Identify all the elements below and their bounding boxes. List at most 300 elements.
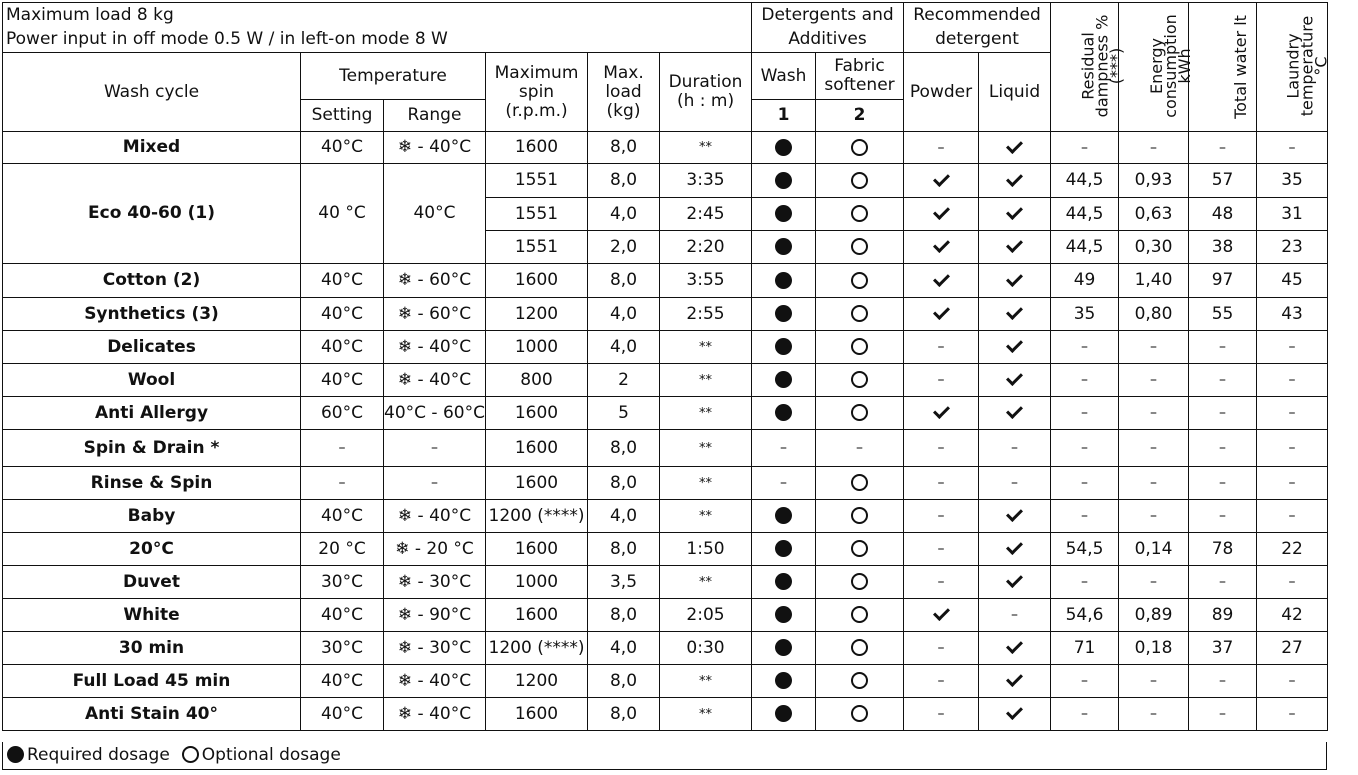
total-water-text: – [1219,440,1227,456]
max-spin [486,467,588,500]
wash-cycle-name [3,632,301,665]
total-water-text: – [1219,706,1227,722]
temperature-range-text: 40°C [413,203,456,223]
energy-consumption-text: 0,14 [1134,538,1173,559]
wash-cycle-name [3,698,301,731]
temperature-setting-text: 40 °C [318,203,366,223]
energy-consumption [1119,599,1189,632]
max-load-note: Maximum load 8 kg [3,3,752,28]
liquid-detergent [979,164,1051,198]
energy-consumption-text: 0,93 [1134,170,1173,190]
total-water [1189,698,1257,731]
wash-cycle-name-text: Baby [127,505,176,526]
recommended-header: Recommended [904,3,1051,28]
laundry-temperature-text: – [1288,475,1296,491]
wash-cycle-name-text: 20°C [129,538,174,559]
total-water [1189,364,1257,397]
liquid-detergent [979,397,1051,430]
temperature-setting [301,331,384,364]
max-spin [486,298,588,331]
residual-dampness [1051,632,1119,665]
temperature-range-text: ❄ - 30°C [397,637,472,658]
residual-dampness [1051,264,1119,298]
wash-dosage [752,533,816,566]
check-icon [1006,571,1023,588]
energy-consumption-text: 0,30 [1134,236,1173,257]
residual-dampness-text: – [1081,508,1089,524]
residual-dampness [1051,665,1119,698]
total-water-text: 57 [1211,170,1234,190]
wash-cycle-name-text: Spin & Drain * [83,437,220,458]
softener-dosage [816,599,904,632]
residual-dampness-text: – [1081,405,1089,421]
optional-dosage-icon [851,474,868,491]
check-icon [1006,336,1023,353]
energy-consumption-text: 0,18 [1134,637,1173,658]
required-dosage-icon [775,404,792,421]
liquid-detergent [979,132,1051,164]
residual-dampness-text: – [1081,673,1089,689]
max-spin-text: 1551 [514,170,559,190]
laundry-temperature [1257,467,1328,500]
wash-dosage [752,467,816,500]
required-dosage-icon [775,205,792,222]
required-dosage-icon [775,507,792,524]
laundry-temperature [1257,198,1328,231]
temperature-setting-text: 40°C [320,336,363,357]
max-load-header: Max. load (kg) [588,53,660,132]
duration [660,533,752,566]
energy-consumption [1119,665,1189,698]
softener-dosage [816,132,904,164]
max-load [588,599,660,632]
liquid-detergent [979,231,1051,264]
optional-dosage-icon [851,139,868,156]
max-load-text: 4,0 [609,303,638,324]
max-spin [486,132,588,164]
wash-cycle-name-text: Eco 40-60 (1) [88,203,215,223]
table-row [3,298,1328,331]
table-row [3,566,1328,599]
residual-dampness [1051,533,1119,566]
temperature-setting-text: 60°C [320,402,363,423]
liquid-detergent [979,599,1051,632]
temperature-setting [301,164,384,264]
max-load-text: 2,0 [609,236,638,257]
duration-text: 0:30 [686,637,725,658]
duration-text: 2:55 [686,303,725,324]
wash-dosage [752,500,816,533]
wash-dosage [752,397,816,430]
duration-text: ** [699,706,712,722]
softener-dosage [816,164,904,198]
max-spin [486,566,588,599]
max-spin-text: 1000 [514,571,559,592]
check-icon [933,236,950,253]
laundry-temperature [1257,298,1328,331]
energy-consumption [1119,132,1189,164]
temperature-range-text: ❄ - 40°C [397,137,472,157]
duration-text: 2:45 [686,203,725,224]
residual-dampness-text: 49 [1073,270,1096,290]
duration [660,397,752,430]
duration-text: ** [699,140,712,155]
residual-dampness [1051,500,1119,533]
wash-dosage [752,698,816,731]
wash-cycle-name-text: 30 min [118,637,185,658]
duration-text: ** [699,372,712,388]
softener-dosage [816,665,904,698]
max-load-text: 4,0 [609,336,638,357]
max-spin-text: 1600 [514,437,559,458]
max-load [588,665,660,698]
powder-detergent [904,364,979,397]
required-dosage-icon [775,139,792,156]
total-water-text: 89 [1211,604,1234,625]
energy-consumption [1119,331,1189,364]
residual-dampness-text: – [1081,139,1089,156]
residual-dampness [1051,331,1119,364]
residual-dampness [1051,198,1119,231]
laundry-temperature [1257,500,1328,533]
max-spin [486,231,588,264]
residual-dampness [1051,231,1119,264]
max-load-text: 8,0 [609,604,638,625]
duration-text: ** [699,440,712,456]
max-load-text: 4,0 [609,637,638,658]
max-spin-text: 1200 [514,670,559,691]
duration-text: ** [699,339,712,355]
max-load-text: 8,0 [609,472,638,493]
duration [660,231,752,264]
temperature-setting-text: 40°C [320,670,363,691]
required-dosage-icon [775,606,792,623]
duration [660,698,752,731]
wash-dosage [752,298,816,331]
max-spin-text: 1200 [514,303,559,324]
liquid-detergent [979,467,1051,500]
laundry-temp-header: Laundry temperature °C [1257,3,1328,132]
max-load-text: 4,0 [609,203,638,224]
laundry-temperature [1257,566,1328,599]
wash-dosage [752,566,816,599]
laundry-temperature [1257,533,1328,566]
table-row [3,364,1328,397]
residual-dampness-text: 54,6 [1065,604,1104,625]
energy-consumption [1119,198,1189,231]
energy-consumption [1119,632,1189,665]
duration-text: 1:50 [686,538,725,559]
required-dosage-icon [775,272,792,289]
max-spin-text: 1600 [514,703,559,724]
wash-cycle-name [3,298,301,331]
softener-dosage [816,264,904,298]
max-load-text: 3,5 [609,571,638,592]
max-spin [486,632,588,665]
max-load [588,231,660,264]
temperature-range-text: ❄ - 40°C [397,703,472,724]
total-water-text: 37 [1211,637,1234,658]
max-load [588,566,660,599]
total-water-text: 97 [1211,270,1234,290]
total-water [1189,566,1257,599]
energy-consumption-text: – [1150,339,1158,355]
max-load [588,364,660,397]
wash-dosage [752,231,816,264]
residual-dampness [1051,397,1119,430]
powder-detergent [904,298,979,331]
table-row [3,533,1328,566]
temperature-range-text: ❄ - 90°C [397,604,472,625]
total-water [1189,164,1257,198]
residual-dampness-text: – [1081,574,1089,590]
wash-cycle-name-text: Anti Stain 40° [85,703,218,724]
energy-consumption-text: 0,89 [1134,604,1173,625]
duration [660,430,752,467]
laundry-temperature-text: – [1288,673,1296,689]
softener-dosage [816,231,904,264]
max-load [588,698,660,731]
wash-dosage [752,164,816,198]
total-water-text: – [1219,475,1227,491]
residual-dampness-text: – [1081,372,1089,388]
duration-text: ** [699,673,712,689]
temperature-range [384,632,486,665]
wash-cycle-name-text: Anti Allergy [94,402,209,423]
laundry-temperature [1257,364,1328,397]
energy-consumption [1119,231,1189,264]
temperature-range-text: ❄ - 30°C [397,571,472,592]
power-note: Power input in off mode 0.5 W / in left-on mode 8 W [3,28,752,53]
residual-dampness [1051,298,1119,331]
temperature-setting [301,698,384,731]
max-spin-text: 1000 [514,336,559,357]
optional-dosage-icon [851,272,868,289]
check-icon [933,402,950,419]
temperature-range-text: ❄ - 20 °C [395,538,474,559]
duration-text: 3:55 [686,270,725,290]
temperature-range-text: ❄ - 60°C [397,270,472,290]
wash-cycle-name [3,132,301,164]
residual-dampness-text: 35 [1073,303,1096,324]
required-dosage-icon [775,305,792,322]
temperature-setting [301,298,384,331]
max-spin [486,164,588,198]
max-load [588,467,660,500]
temperature-setting-text: 40°C [320,369,363,390]
total-water [1189,231,1257,264]
wash-cycle-name [3,164,301,264]
powder-detergent-text: – [937,475,945,491]
table-row [3,467,1328,500]
residual-dampness [1051,467,1119,500]
wash-cycle-name [3,665,301,698]
softener-dosage [816,364,904,397]
temperature-setting-text: 20 °C [318,538,366,559]
total-water [1189,132,1257,164]
duration [660,467,752,500]
residual-header: Residual dampness % (***) [1051,3,1119,132]
max-load-text: 8,0 [609,670,638,691]
powder-detergent-text: – [937,339,945,355]
temperature-range [384,132,486,164]
temperature-setting-text: 30°C [320,637,363,658]
energy-consumption [1119,500,1189,533]
energy-consumption-text: – [1150,574,1158,590]
laundry-temperature [1257,665,1328,698]
liquid-detergent-text: – [1011,440,1019,456]
wash-dosage [752,264,816,298]
residual-dampness-text: 44,5 [1065,236,1104,257]
temperature-setting [301,632,384,665]
powder-detergent [904,533,979,566]
temperature-range [384,397,486,430]
temperature-setting-text: 40°C [320,505,363,526]
residual-dampness-text: – [1081,706,1089,722]
temperature-setting [301,264,384,298]
wash-cycle-name-text: White [123,604,180,625]
required-dosage-icon [7,746,24,763]
wash-cycle-name [3,599,301,632]
total-water-text: – [1219,139,1227,156]
wash-cycle-name-text: Delicates [107,336,196,357]
temperature-range [384,665,486,698]
wash-dosage-text: – [780,475,788,491]
max-spin [486,599,588,632]
temperature-setting [301,599,384,632]
laundry-temperature-text: 23 [1281,236,1303,257]
check-icon [1006,637,1023,654]
powder-header: Powder [904,53,979,132]
temperature-range [384,364,486,397]
temperature-setting [301,533,384,566]
energy-consumption-text: – [1150,673,1158,689]
powder-detergent [904,698,979,731]
optional-dosage-icon [851,404,868,421]
total-water-text: – [1219,339,1227,355]
total-water [1189,298,1257,331]
temperature-setting [301,430,384,467]
residual-dampness-text: 44,5 [1065,170,1104,190]
max-spin-text: 1551 [514,236,559,257]
max-load [588,533,660,566]
laundry-temperature-text: – [1288,405,1296,421]
residual-dampness-text: – [1081,440,1089,456]
energy-consumption-text: 1,40 [1134,270,1173,290]
powder-detergent-text: – [937,508,945,524]
temperature-range [384,599,486,632]
powder-detergent-text: – [937,372,945,388]
optional-dosage-icon [851,672,868,689]
required-dosage-label: Required dosage [27,745,170,765]
max-spin-text: 1600 [514,538,559,559]
powder-detergent [904,198,979,231]
liquid-detergent [979,264,1051,298]
max-load [588,264,660,298]
laundry-temperature-text: – [1288,508,1296,524]
powder-detergent [904,231,979,264]
liquid-detergent [979,632,1051,665]
check-icon [1006,303,1023,320]
max-spin [486,500,588,533]
check-icon [1006,170,1023,187]
required-dosage-icon [775,672,792,689]
check-icon [1006,538,1023,555]
laundry-temperature-text: – [1288,339,1296,355]
max-load [588,198,660,231]
liquid-detergent [979,566,1051,599]
softener-dosage [816,397,904,430]
temperature-setting [301,397,384,430]
wash-dosage [752,430,816,467]
check-icon [1006,402,1023,419]
wash-cycle-name [3,500,301,533]
total-water [1189,665,1257,698]
wash-cycle-name [3,264,301,298]
check-icon [933,270,950,287]
residual-dampness [1051,599,1119,632]
laundry-temperature-text: – [1288,139,1296,156]
optional-dosage-icon [851,639,868,656]
liquid-detergent [979,298,1051,331]
powder-detergent [904,132,979,164]
laundry-temperature-text: 42 [1281,604,1303,625]
wash-cycle-name-text: Cotton (2) [102,270,201,290]
softener-dosage [816,566,904,599]
table-row [3,132,1328,164]
energy-consumption [1119,430,1189,467]
liquid-detergent-text: – [1011,607,1019,623]
laundry-temperature [1257,599,1328,632]
energy-consumption-text: – [1150,405,1158,421]
total-water-text: – [1219,574,1227,590]
temperature-header: Temperature [301,53,486,100]
laundry-temperature [1257,397,1328,430]
table-row [3,632,1328,665]
softener-dosage [816,331,904,364]
max-load-text: 8,0 [609,270,638,290]
max-spin [486,698,588,731]
total-water [1189,198,1257,231]
powder-detergent [904,467,979,500]
temperature-range [384,698,486,731]
wash-cycle-name [3,467,301,500]
laundry-temperature-text: – [1288,574,1296,590]
temperature-range [384,500,486,533]
liquid-detergent [979,698,1051,731]
energy-consumption-text: – [1150,508,1158,524]
duration [660,198,752,231]
wash-cycle-name-text: Synthetics (3) [84,303,219,324]
energy-consumption [1119,533,1189,566]
wash-dosage [752,665,816,698]
required-dosage-icon [775,238,792,255]
total-water-text: – [1219,673,1227,689]
temperature-range [384,566,486,599]
total-water-text: – [1219,372,1227,388]
temperature-range [384,298,486,331]
powder-detergent [904,397,979,430]
max-load [588,331,660,364]
max-spin [486,397,588,430]
liquid-detergent [979,430,1051,467]
max-load-text: 4,0 [609,505,638,526]
wash-cycle-name-text: Wool [127,369,176,390]
check-icon [1006,270,1023,287]
temperature-range-text: – [431,440,438,456]
max-load [588,164,660,198]
max-load [588,500,660,533]
